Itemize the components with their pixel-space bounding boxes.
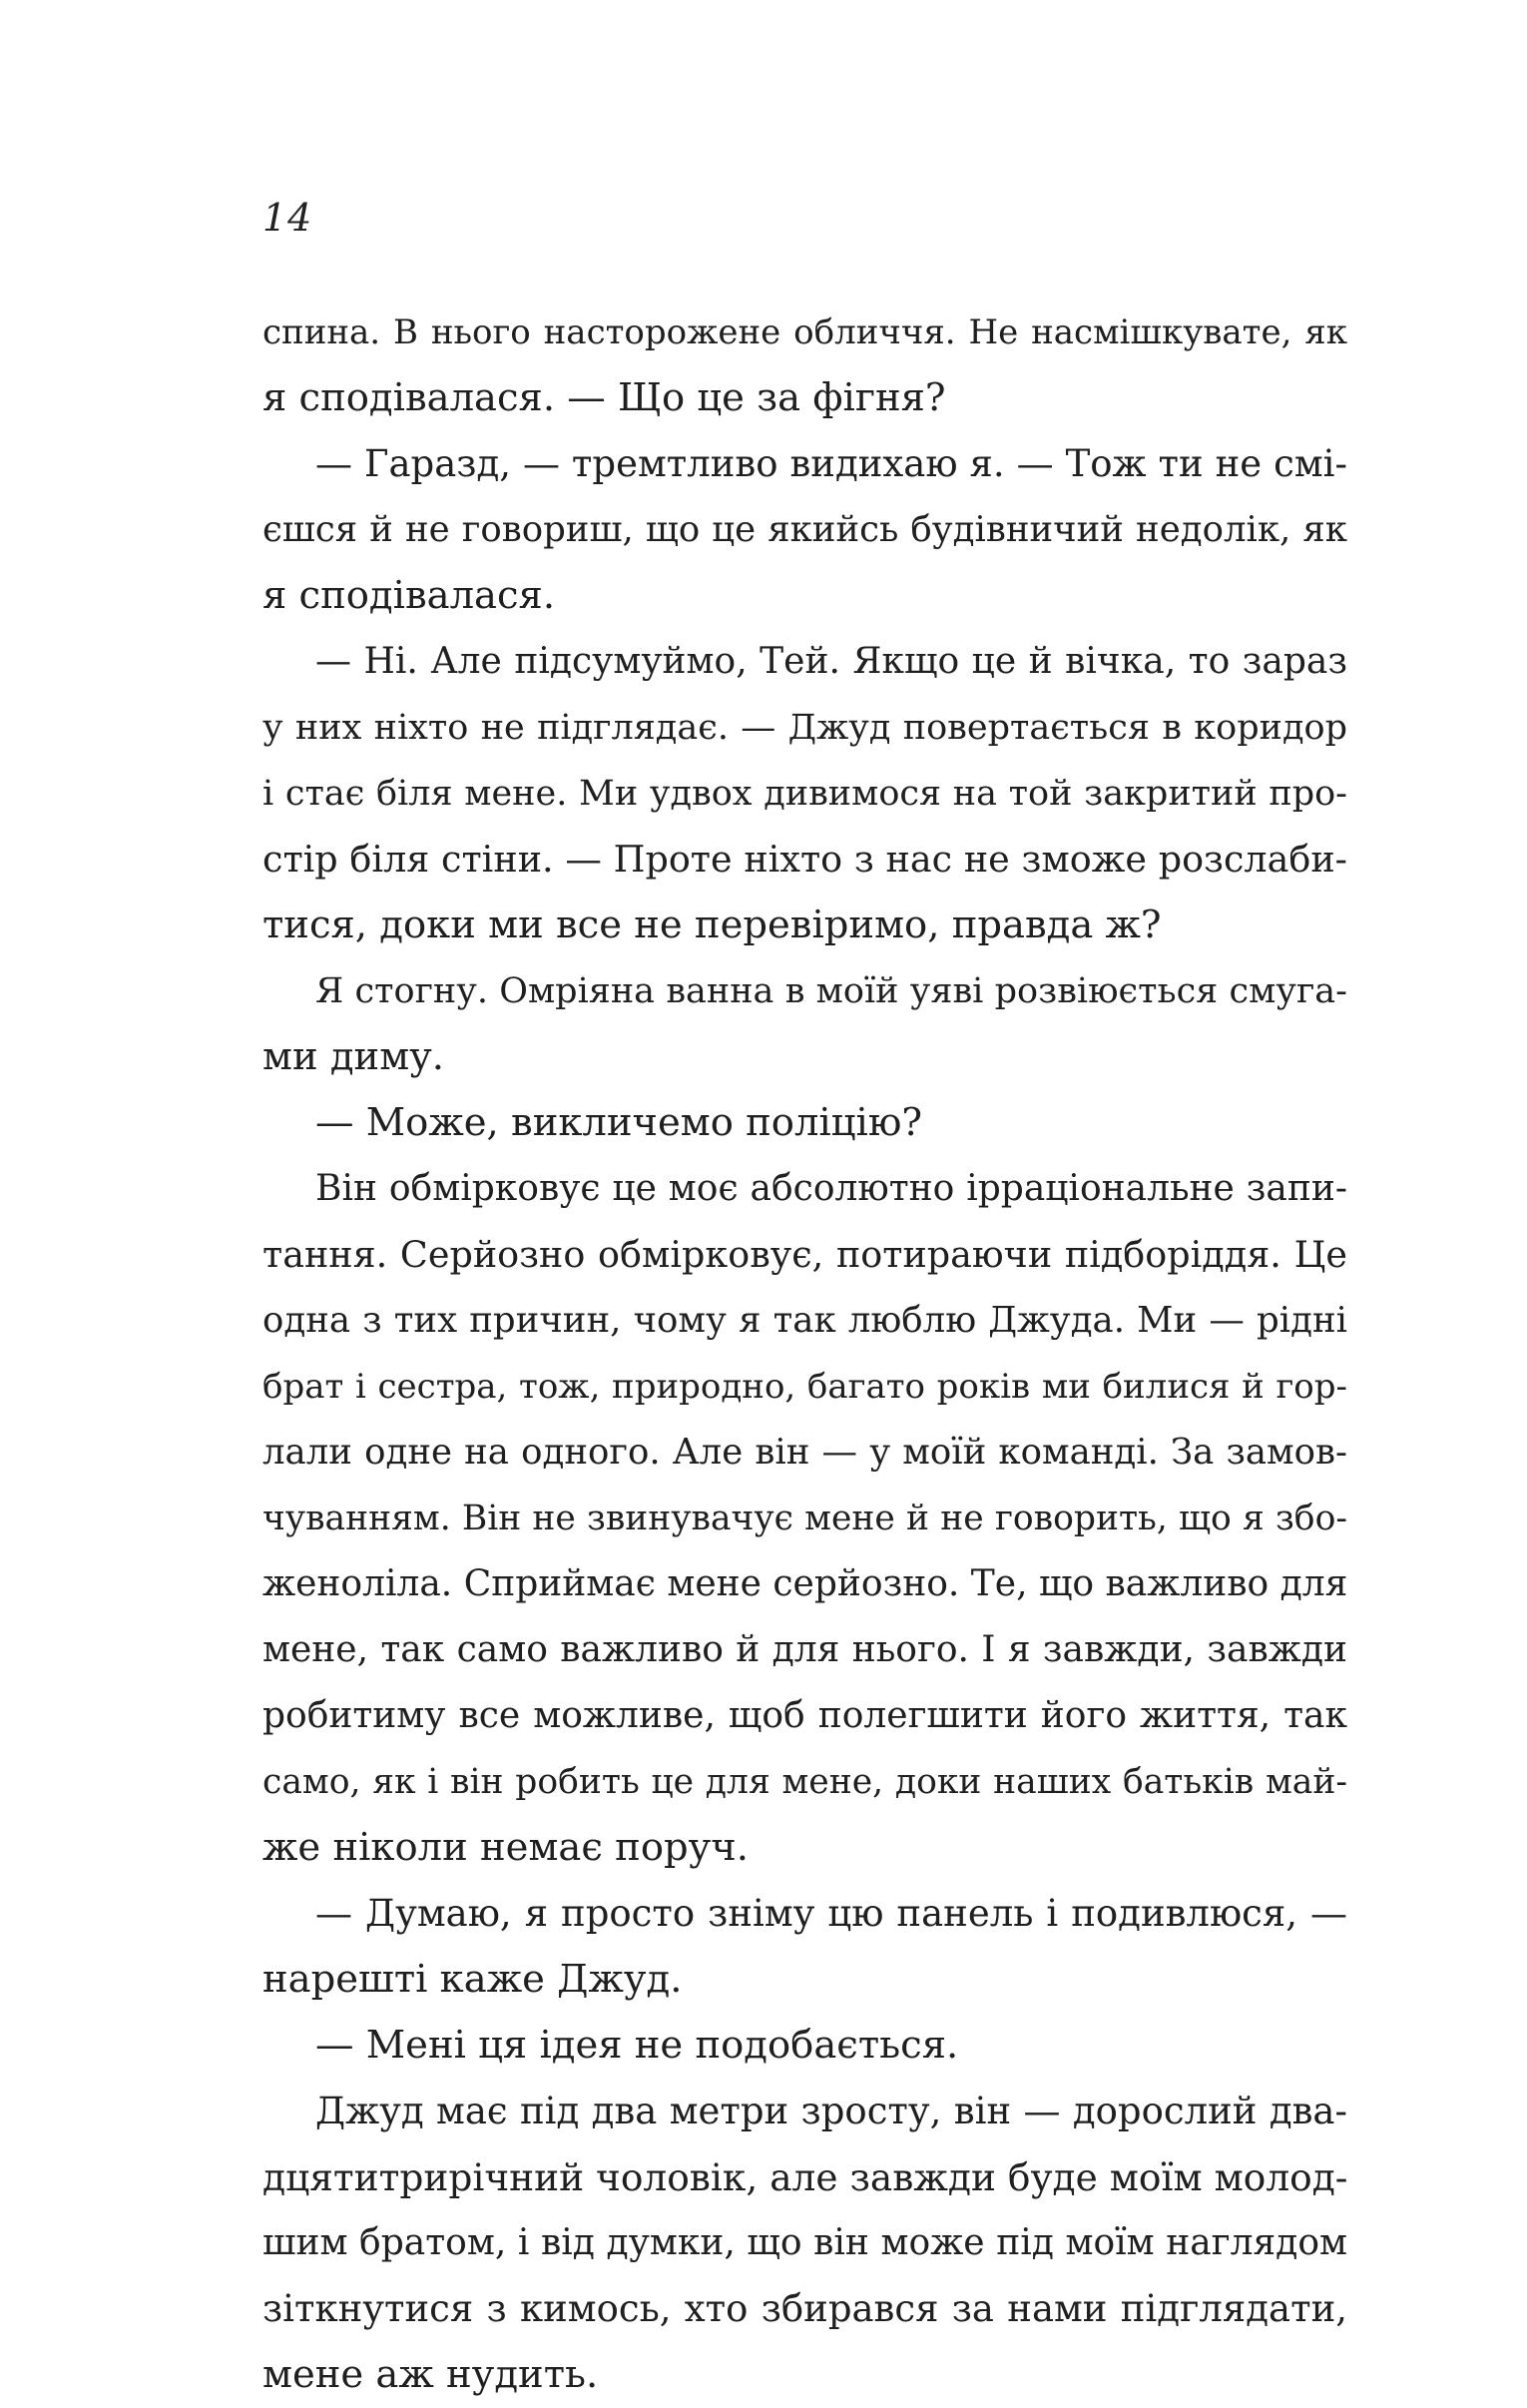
text-line: Я стогну. Омріяна ванна в моїй уяві розвіюється смуга- <box>315 971 1347 1011</box>
text-line: одна з тих причин, чому я так люблю Джуда. Ми — рідні <box>262 1300 1347 1341</box>
text-line: само, як і він робить це для мене, доки наших батьків май- <box>262 1762 1347 1802</box>
text-line: — Думаю, я просто зніму цю панель і подивлюся, — <box>315 1892 1347 1935</box>
text-line: єшся й не говориш, що це якийсь будівничий недолік, як <box>262 509 1347 550</box>
text-line: спина. В нього насторожене обличчя. Не насмішкувате, як <box>262 312 1347 352</box>
text-line: робитиму все можливе, щоб полегшити його життя, так <box>262 1695 1347 1736</box>
body-text <box>262 300 1347 2408</box>
text-line: чуванням. Він не звинувачує мене й не говорить, що я збо- <box>262 1499 1347 1538</box>
text-line: зіткнутися з кимось, хто збирався за нами підглядати, <box>262 2287 1347 2330</box>
text-line: лали одне на одного. Але він — у моїй команді. За замов- <box>262 1432 1347 1473</box>
text-line: — Гаразд, — тремтливо видихаю я. — Тож ти не смі- <box>315 442 1347 485</box>
text-line: ми диму. <box>262 1034 445 1079</box>
text-line: Він обмірковує це моє абсолютно ірраціональне запи- <box>315 1168 1347 1209</box>
text-line: у них ніхто не підглядає. — Джуд повертається в коридор <box>262 708 1347 748</box>
text-line: дцятитрирічний чоловік, але завжди буде моїм молод- <box>262 2155 1348 2199</box>
text-line: і стає біля мене. Ми удвох дивимося на той закритий про- <box>262 774 1347 814</box>
text-line: — Може, викличемо поліцію? <box>315 1100 922 1145</box>
text-line: стір біля стіни. — Проте ніхто з нас не зможе розслаби- <box>262 838 1347 881</box>
text-line: мене аж нудить. <box>262 2352 599 2397</box>
text-line: Джуд має під два метри зросту, він — дорослий два- <box>315 2090 1347 2132</box>
text-line: — Мені ця ідея не подобається. <box>315 2023 959 2068</box>
text-line: тися, доки ми все не перевіримо, правда ж? <box>262 903 1162 947</box>
text-line: нарешті каже Джуд. <box>262 1957 683 2002</box>
text-line: женоліла. Сприймає мене серйозно. Те, що важливо для <box>262 1563 1348 1604</box>
text-line: — Ні. Але підсумуймо, Тей. Якщо це й вічка, то зараз <box>315 641 1347 682</box>
text-line: брат і сестра, тож, природно, багато років ми билися й гор- <box>262 1367 1347 1407</box>
text-line: шим братом, і від думки, що він може під моїм наглядом <box>262 2222 1347 2263</box>
text-line: мене, так само важливо й для нього. І я завжди, завжди <box>262 1629 1347 1670</box>
text-line: же ніколи немає поруч. <box>262 1825 749 1870</box>
page-number: 14 <box>262 196 313 240</box>
text-line: я сподівалася. <box>262 573 556 618</box>
text-line: я сподівалася. — Що це за фігня? <box>262 375 946 420</box>
text-line: тання. Серйозно обмірковує, потираючи підборіддя. Це <box>262 1233 1347 1276</box>
